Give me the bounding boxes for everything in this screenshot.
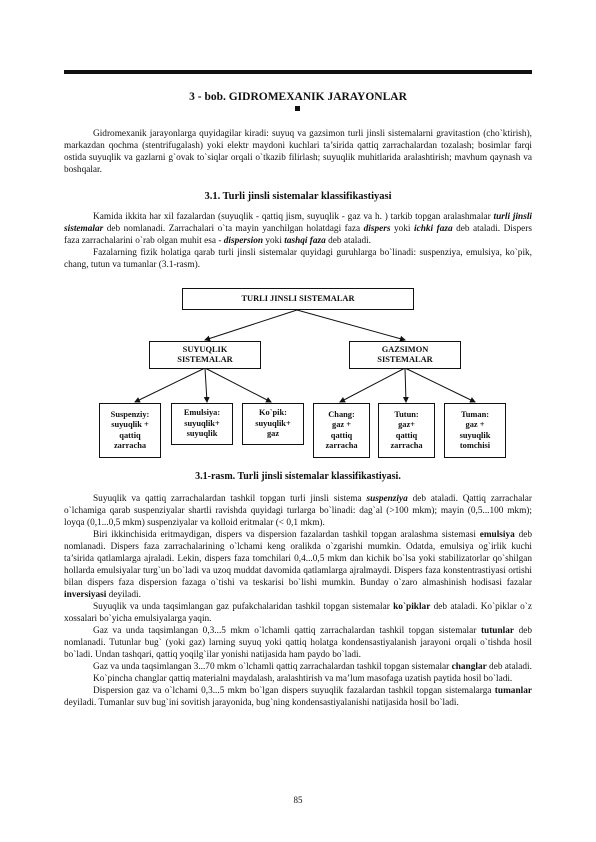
gas-systems-label-line1: GAZSIMON [381, 344, 429, 354]
leaf-fog-line2: gaz + [465, 420, 485, 429]
diagram-root-box [182, 288, 414, 310]
leaf-smoke-box [378, 403, 435, 458]
leaf-dust-line2: gaz + [332, 420, 351, 429]
section-title: 3.1. Turli jinsli sistemalar klassifikastiyasi [204, 191, 392, 202]
leaf-dust-line4: zarracha [325, 441, 358, 450]
leaf-fog-line3: suyuqlik [459, 430, 491, 440]
leaf-foam-line2: suyuqlik+ [255, 418, 291, 428]
liquid-systems-label-line2: SISTEMALAR [177, 355, 233, 364]
leaf-emulsion-title: Emulsiya: [183, 408, 221, 418]
leaf-dust-box [313, 403, 370, 458]
leaf-emulsion-line2: suyuqlik+ [184, 418, 220, 428]
liquid-systems-box [149, 341, 261, 369]
figure-caption: 3.1-rasm. Turli jinsli sistemalar klassifikastiyasi. [195, 471, 401, 482]
paragraph-3: Suyuqlik va qattiq zarrachalardan tashkil topgan turli jinsli sistema suspenziya deb ataladi. Qattiq zarrachalar o`lchamiga qarab suspenziyalar shartli ravishda quyidagi turlarga bo`linadi: dag`al (>100 mkm); mayin (0,5...100 mkm); loyqa (0,1...0,5 mkm) suspenziyalar va kolloid eritmalar (< 0,1 mkm). [64, 494, 532, 528]
leaf-fog-box [444, 403, 506, 458]
leaf-foam-line3: gaz [266, 429, 280, 439]
leaf-suspension-line2: suyuqlik + [111, 420, 149, 429]
intro-text: Gidromexanik jarayonlarga quyidagilar kiradi: suyuq va gazsimon turli jinsli sistemalarni gravitastion (cho`ktirish), markazdan qochma (stentrifugalash) yoki elektr maydoni kuchlari ta’sirida qattiq zarrachalardan tozalash; bosimlar farqi ostida suyuqlik va gazlarni g`ovak to`siqlar orqali o`tkazib filirlash; suyuqlik muhitlarida aralashtirish; mavhum qaynash va boshqalar. [64, 129, 532, 175]
leaf-smoke-line3: qattiq [395, 430, 418, 440]
paragraph-5: Suyuqlik va unda taqsimlangan gaz pufakchalaridan tashkil topgan sistemalar ko`piklar deb ataladi. Ko`piklar o`z xossalari bo`yicha emulsiyalarga yaqin. [64, 602, 532, 624]
paragraph-6: Gaz va unda taqsimlangan 0,3...5 mkm o`lchamli qattiq zarrachalardan tashkil topgan sistemalar tutunlar deb nomlanadi. Tutunlar bug` (yoki gaz) larning suyuq yoki qattiq holatga kondensastiyalanish jarayoni orqali o`tishda hosil bo`ladi. Undan tashqari, qattiq yoqilg`ilar yonishi natijasida ham paydo bo`ladi. [64, 626, 532, 660]
gas-systems-label-line2: SISTEMALAR [377, 355, 433, 364]
leaf-emulsion-line3: suyuqlik [186, 429, 218, 439]
leaf-smoke-line2: gaz+ [398, 420, 415, 429]
leaf-dust-line3: qattiq [330, 430, 353, 440]
paragraph-8: Ko`pincha changlar qattiq materialni maydalash, aralashtirish va ma’lum masofaga uzatish paytida hosil bo`ladi. [93, 674, 513, 684]
liquid-systems-label-line1: SUYUQLIK [182, 344, 228, 354]
gas-systems-box [349, 341, 461, 369]
leaf-smoke-title: Tutun: [394, 409, 419, 419]
leaf-dust-title: Chang: [328, 409, 355, 419]
body-text-bottom [64, 493, 532, 709]
leaf-suspension-box [99, 403, 161, 458]
paragraph-1: Kamida ikkita har xil fazalardan (suyuqlik - qattiq jism, suyuqlik - gaz va h. ) tarkib topgan aralashmalar turli jinsli sistemalar deb nomlanadi. Zarrachalari o`ta mayin yanchilgan holatdagi faza dispers yoki ichki faza deb ataladi. Dispers faza zarrachalarini o`rab olgan muhit esa - dispersion yoki tashqi faza deb ataladi. [64, 212, 532, 246]
leaf-foam-box [242, 403, 304, 445]
leaf-suspension-title: Suspenziy: [110, 409, 150, 419]
leaf-fog-title: Tuman: [460, 409, 490, 419]
paragraph-7: Gaz va unda taqsimlangan 3...70 mkm o`lchamli qattiq zarrachalardan tashkil topgan sistemalar changlar deb ataladi. [93, 662, 532, 672]
leaf-foam-title: Ko`pik: [259, 408, 287, 418]
leaf-suspension-line4: zarracha [113, 441, 147, 450]
leaf-fog-line4: tomchisi [459, 441, 491, 450]
chapter-title: 3 - bob. GIDROMEXANIK JARAYONLAR [189, 91, 407, 103]
leaf-emulsion-box [171, 403, 233, 445]
page-number: 85 [293, 795, 303, 805]
paragraph-2: Fazalarning fizik holatiga qarab turli jinsli sistemalar quyidagi guruhlarga bo`linadi: suspenziya, emulsiya, ko`pik, chang, tutun va tumanlar (3.1-rasm). [64, 248, 532, 270]
leaf-smoke-line4: zarracha [390, 441, 423, 450]
paragraph-9: Dispersion gaz va o`lchami 0,3...5 mkm bo`lgan dispers suyuqlik fazalardan tashkil topgan sistemalarga tumanlar deyiladi. Tumanlar suv bug`ini sovitish jarayonida, bug`ning kondensastiyalanishi natijasida hosil bo`ladi. [64, 686, 532, 708]
leaf-suspension-line3: qattiq [119, 430, 141, 440]
diagram-root-label: TURLI JINSLI SISTEMALAR [241, 293, 355, 303]
paragraph-4: Biri ikkinchisida eritmaydigan, dispers va dispersion fazalardan tashkil topgan aralashma sistemasi emulsiya deb nomlanadi. Dispers faza zarrachalarining o`lchami keng oralikda o`zgarishi mumkin. Odatda, emulsiya og`irlik kuchi ta’sirida qatlamlarga ajraladi. Lekin, dispers faza tomchilari 0,4...0,5 mkm dan kichik bo`lsa yoki stabilizatorlar qo`shilgan hollarda emulsiyalar turg`un bo`ladi va uzoq muddat davomida qatlamlarga ajralmaydi. Dispers faza konstentrastiyasi ortishi bilan dispers faza dispersion fazaga o`tishi va teskarisi bo`lishi mumkin. Bunday o`zaro almashinish hodisasi fazalar inversiyasi deyiladi. [64, 530, 533, 600]
